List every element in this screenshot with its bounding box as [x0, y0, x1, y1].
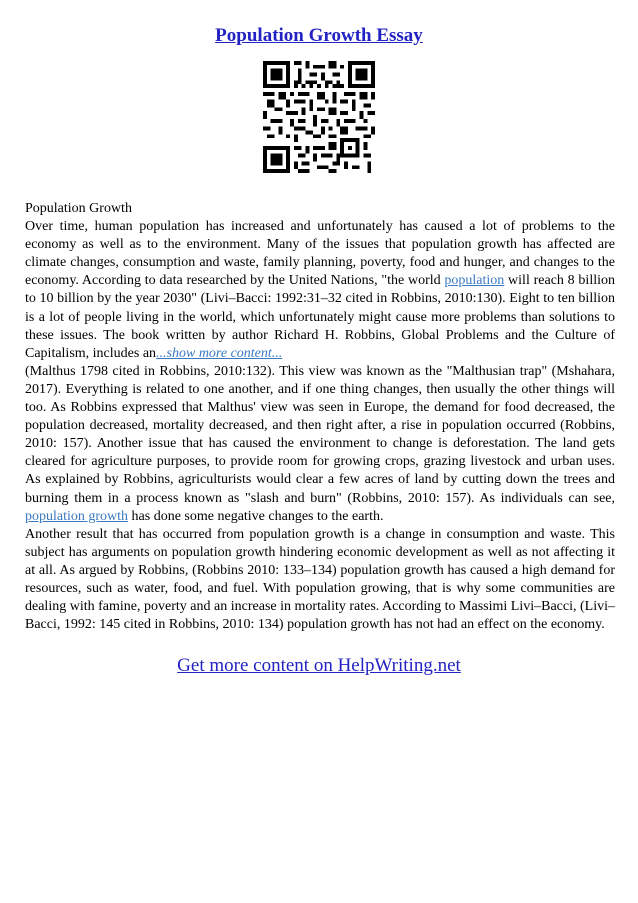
paragraph-2-text-b: has done some negative changes to the earth.: [128, 508, 384, 524]
paragraph-1-text-a: Over time, human population has increased and unfortunately has caused a lot of problems to the economy as well as to the environment. Many of the issues that population growth has affected are climate changes, consumption and waste, family planning, poverty, food and hunger, and changes to the economy. According to data researched by the United Nations, "the world: [25, 219, 615, 289]
footer: [0, 654, 638, 678]
get-more-content-link[interactable]: Get more content on HelpWriting.net: [177, 655, 461, 676]
title-link[interactable]: Population Growth Essay: [215, 25, 423, 46]
population-growth-link[interactable]: population growth: [25, 508, 129, 524]
qr-code-icon: [263, 61, 375, 173]
paragraph-3: Another result that has occurred from population growth is a change in consumption and waste. This subject has arguments on population growth hindering economic development as well as not affecting it at all. As argued by Robbins, (Robbins 2010: 133–134) population growth has caused a high demand for resources, such as water, food, and fuel. With population growing, that is why some communities are dealing with famine, poverty and an increase in mortality rates. According to Massimi Livi–Bacci, (Livi–Bacci, 1992: 145 cited in Robbins, 2010: 134) population growth has not had an effect on the economy.: [25, 526, 615, 633]
paragraph-1-text-b: will reach 8 billion to 10 billion by the year 2030" (Livi–Bacci: 1992:31–32 cited in Robbins, 2010:130). Eight to ten billion is a lot of people living in the world, which unfortunately might cause more problems than solutions to these issues. The book written by author Richard H. Robbins, Global Problems and the Culture of Capitalism, includes an: [25, 273, 615, 361]
essay-heading: Population Growth: [25, 201, 132, 216]
essay-body: [25, 200, 615, 634]
paragraph-1: [25, 218, 615, 363]
paragraph-2-text-a: (Malthus 1798 cited in Robbins, 2010:132). This view was known as the "Malthusian trap" (Mshahara, 2017). Everything is related to one another, and if one thing changes, then usually the other things will too. As Robbins expressed that Malthus' view was seen in Europe, the demand for food decreased, the population decreased, mortality decreased, and then right after, a rise in population occurred (Robbins, 2010: 157). Another issue that has caused the environment to change is deforestation. The land gets cleared for agriculture purposes, to provide room for growing crops, grazing livestock and urban uses. As explained by Robbins, agriculturists would clear a few acres of land by cutting down the trees and burning them in a process known as "slash and burn" (Robbins, 2010: 157). As individuals can see,: [25, 363, 615, 506]
paragraph-2: [25, 363, 615, 526]
page-title: [0, 24, 638, 48]
population-link[interactable]: population: [444, 273, 505, 289]
show-more-link[interactable]: ...show more content...: [156, 345, 283, 361]
